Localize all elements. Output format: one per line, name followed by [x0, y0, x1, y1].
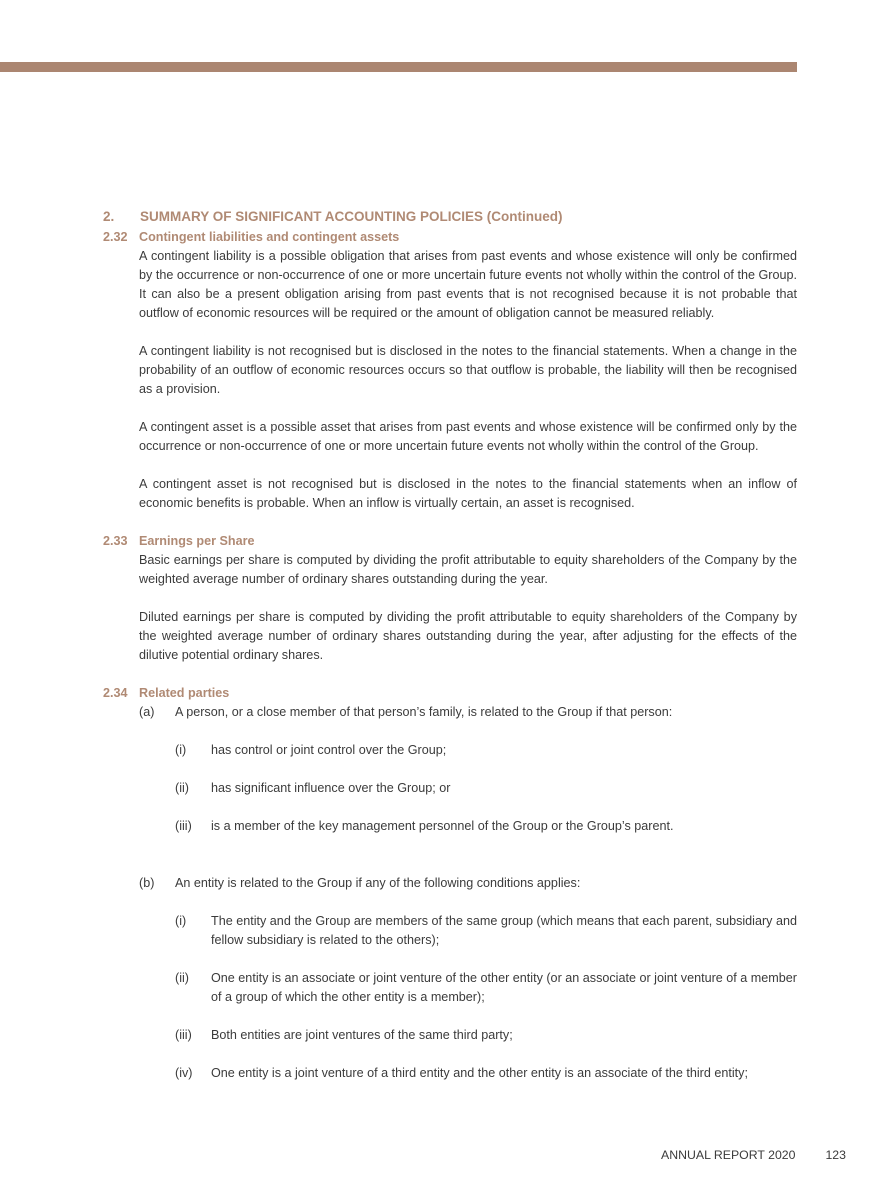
- sublist: [175, 912, 797, 1083]
- page-content: [103, 207, 797, 1121]
- page-footer: [661, 1148, 846, 1162]
- sublist-item-ii: [175, 779, 797, 798]
- list-item-text: An entity is related to the Group if any of the following conditions applies:: [175, 876, 581, 890]
- sublist-marker: (i): [175, 914, 187, 928]
- sublist-marker: (ii): [175, 781, 189, 795]
- sublist-marker: (ii): [175, 971, 189, 985]
- list-item-a: [139, 703, 797, 855]
- subsection-2-32: [103, 228, 797, 532]
- sublist-text: Both entities are joint ventures of the same third party;: [211, 1028, 513, 1042]
- footer-page-number: 123: [825, 1148, 846, 1162]
- list-marker: (a): [139, 705, 155, 719]
- footer-report-label: ANNUAL REPORT 2020: [661, 1148, 796, 1162]
- sublist-item-iii: [175, 1026, 797, 1045]
- subsection-number: 2.32: [103, 230, 128, 244]
- paragraph: A contingent liability is not recognised but is disclosed in the notes to the financial statements. When a change in the probability of an outflow of economic resources occurs so that outflow is probable, the liability will then be recognised as a provision.: [139, 344, 797, 396]
- subsection-number: 2.34: [103, 686, 128, 700]
- sublist-text: has control or joint control over the Group;: [211, 743, 447, 757]
- sublist-item-ii: [175, 969, 797, 1007]
- sublist-item-iii: [175, 817, 797, 836]
- sublist-marker: (i): [175, 743, 187, 757]
- subsection-2-34: [103, 684, 797, 1121]
- paragraph: A contingent liability is a possible obligation that arises from past events and whose existence will only be confirmed by the occurrence or non-occurrence of one or more uncertain future events not wholly within the control of the Group. It can also be a present obligation arising from past events that is not recognised because it is not probable that outflow of economic resources will be required or the amount of obligation cannot be measured reliably.: [139, 249, 797, 320]
- list-item-b: [139, 874, 797, 1102]
- sublist-item-i: [175, 912, 797, 950]
- subsection-body: [139, 228, 797, 532]
- top-accent-bar: [0, 62, 797, 72]
- section-title: SUMMARY OF SIGNIFICANT ACCOUNTING POLICIES (Continued): [140, 209, 563, 224]
- list-item-body: [175, 703, 797, 855]
- sublist-text: One entity is a joint venture of a third entity and the other entity is an associate of the third entity;: [211, 1066, 748, 1080]
- subsection-title: Contingent liabilities and contingent assets: [139, 230, 400, 244]
- paragraph: A contingent asset is a possible asset that arises from past events and whose existence will be confirmed only by the occurrence or non-occurrence of one or more uncertain future events not wholly within the control of the Group.: [139, 420, 797, 453]
- sublist-item-iv: [175, 1064, 797, 1083]
- sublist-marker: (iv): [175, 1066, 193, 1080]
- sublist-marker: (iii): [175, 819, 192, 833]
- sublist-text: One entity is an associate or joint venture of the other entity (or an associate or joint venture of a member of a group of which the other entity is a member);: [211, 971, 797, 1004]
- section-number: 2.: [103, 209, 115, 224]
- sublist-text: has significant influence over the Group; or: [211, 781, 451, 795]
- sublist: [175, 741, 797, 836]
- subsection-2-33: [103, 532, 797, 684]
- paragraph: Basic earnings per share is computed by dividing the profit attributable to equity shareholders of the Company by the weighted average number of ordinary shares outstanding during the year.: [139, 553, 797, 586]
- subsection-title: Earnings per Share: [139, 534, 255, 548]
- list-marker: (b): [139, 876, 155, 890]
- subsection-title: Related parties: [139, 686, 230, 700]
- list-item-text: A person, or a close member of that person’s family, is related to the Group if that person:: [175, 705, 673, 719]
- paragraph: A contingent asset is not recognised but is disclosed in the notes to the financial statements when an inflow of economic benefits is probable. When an inflow is virtually certain, an asset is recognised.: [139, 477, 797, 510]
- sublist-item-i: [175, 741, 797, 760]
- sublist-text: The entity and the Group are members of the same group (which means that each parent, subsidiary and fellow subsidiary is related to the others);: [211, 914, 797, 947]
- subsection-number: 2.33: [103, 534, 128, 548]
- sublist-marker: (iii): [175, 1028, 192, 1042]
- paragraph: Diluted earnings per share is computed by dividing the profit attributable to equity shareholders of the Company by the weighted average number of ordinary shares outstanding during the year, after adjusting for the effects of the dilutive potential ordinary shares.: [139, 610, 797, 662]
- section-header: [103, 207, 797, 226]
- sublist-text: is a member of the key management personnel of the Group or the Group’s parent.: [211, 819, 674, 833]
- list-item-body: [175, 874, 797, 1102]
- subsection-body: [139, 532, 797, 684]
- subsection-body: [139, 684, 797, 1121]
